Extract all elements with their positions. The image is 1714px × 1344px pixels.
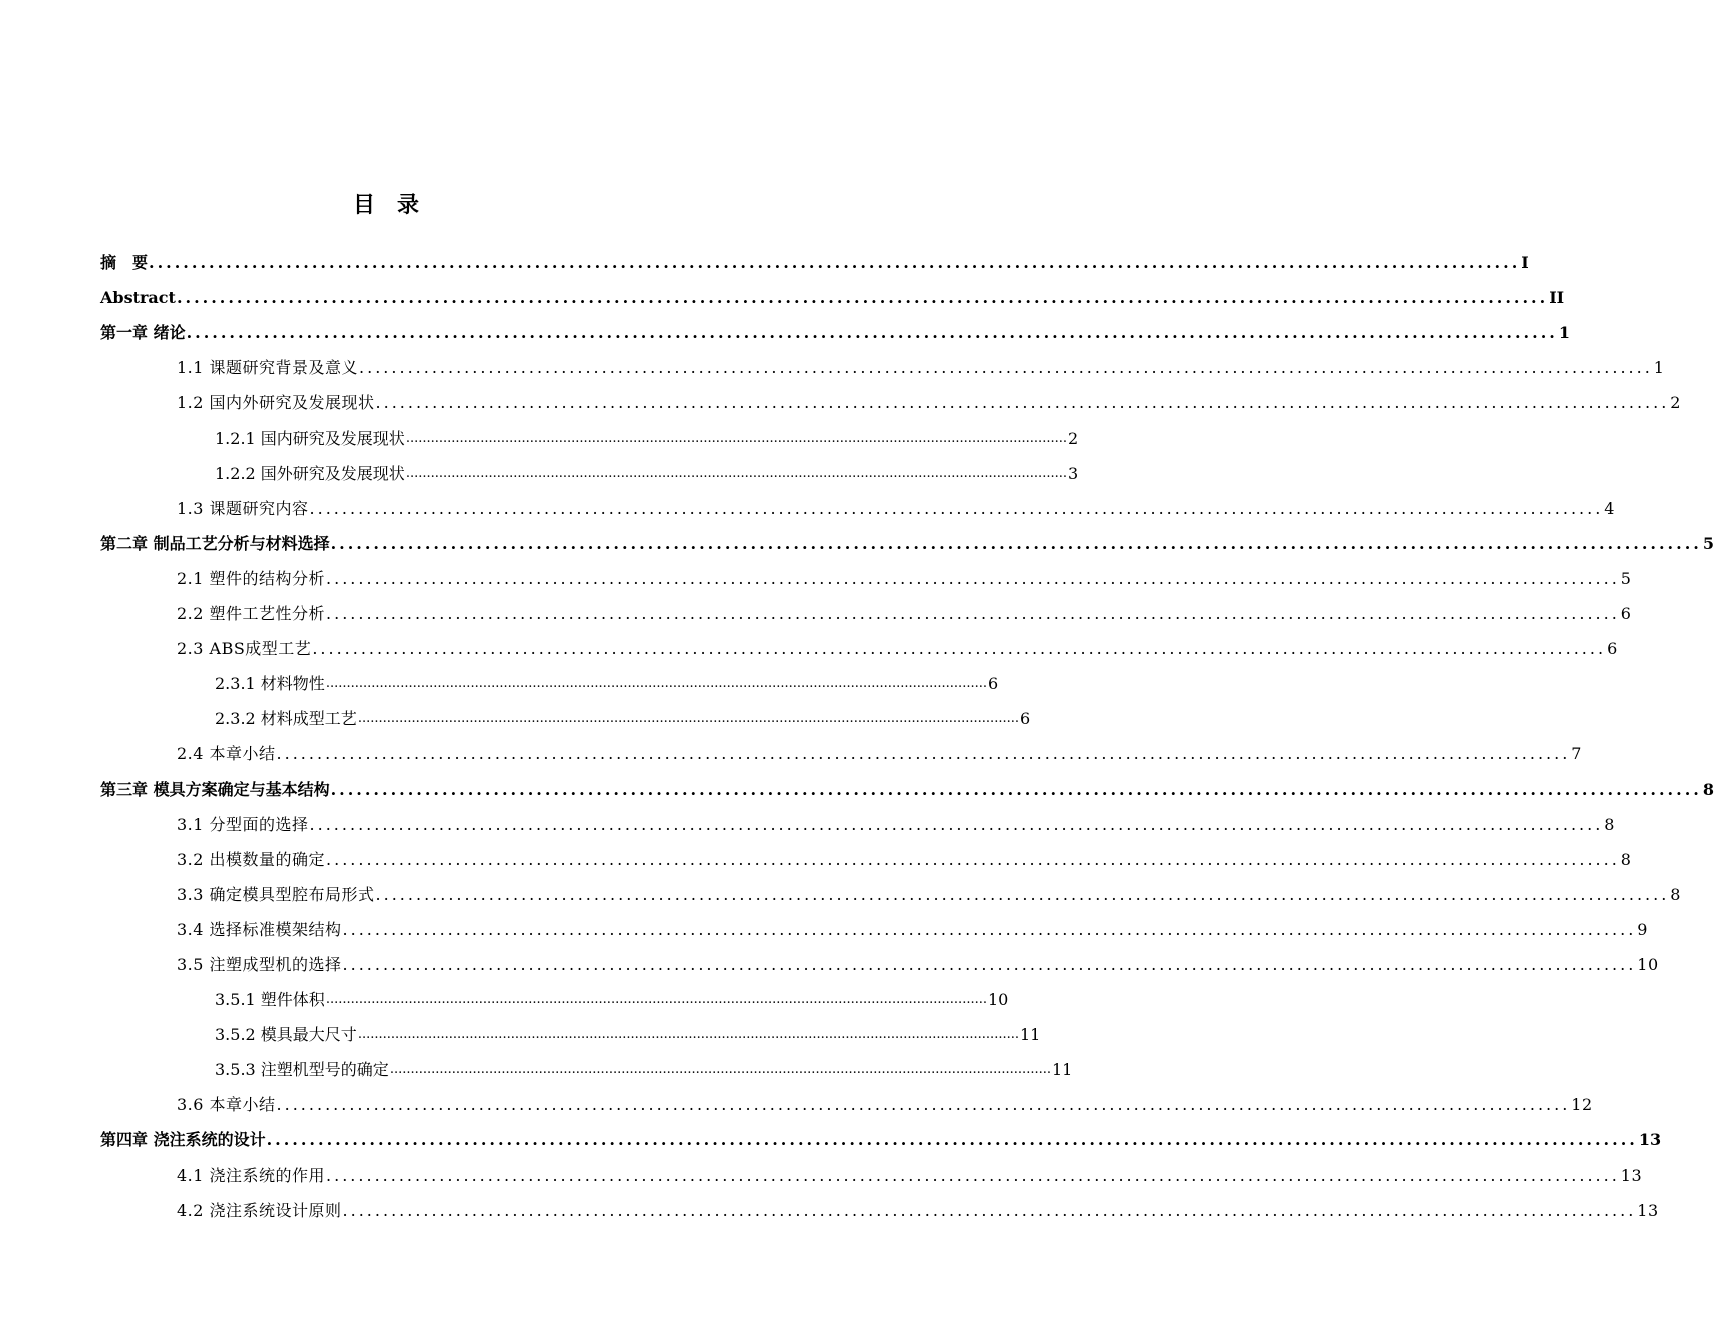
toc-entry-label: 第三章 模具方案确定与基本结构 (100, 779, 330, 799)
toc-entry-label: 3.5.2 模具最大尺寸 (215, 1025, 357, 1045)
toc-dot-leader: ................................................................................................................................................................ (326, 568, 1620, 588)
toc-entry[interactable] (100, 1087, 1593, 1122)
toc-dot-leader: ................................................................................................................................................................ (309, 814, 1604, 834)
toc-entry-label: 2.4 本章小结 (177, 744, 276, 764)
toc-entry[interactable] (100, 736, 1582, 771)
toc-dot-leader: ................................................................................................................................................................ (330, 779, 1702, 799)
toc-entry-label: 2.2 塑件工艺性分析 (177, 604, 326, 624)
toc-page-number: 3 (1067, 463, 1079, 483)
toc-dot-leader: ................................................................................................................................................................ (330, 533, 1702, 553)
toc-dot-leader: ................................................................................................................................................................ (375, 884, 1670, 904)
toc-entry[interactable] (100, 420, 1079, 455)
toc-entry-label: 3.1 分型面的选择 (177, 814, 309, 834)
toc-entry[interactable] (100, 842, 1632, 877)
toc-page-number: 5 (1702, 533, 1714, 553)
toc-entry-label: 1.2 国内外研究及发展现状 (177, 393, 375, 413)
toc-page-number: 10 (987, 990, 1009, 1010)
toc-dot-leader: ................................................................................................................................................................ (276, 1095, 1571, 1115)
toc-entry[interactable] (100, 807, 1615, 842)
toc-entry-label: 2.1 塑件的结构分析 (177, 568, 326, 588)
toc-dot-leader: ................................................................................................................................................................ (357, 711, 1019, 727)
toc-page-number: 13 (1637, 1200, 1659, 1220)
toc-page-number: 11 (1019, 1025, 1041, 1045)
toc-dot-leader: ................................................................................................................................................................ (326, 849, 1620, 869)
toc-entry[interactable] (100, 596, 1632, 631)
toc-dot-leader: ................................................................................................................................................................ (176, 288, 1549, 308)
toc-entry[interactable] (100, 631, 1618, 666)
toc-entry-label: 2.3.2 材料成型工艺 (215, 709, 357, 729)
toc-entry-label: 4.1 浇注系统的作用 (177, 1165, 326, 1185)
toc-dot-leader: ................................................................................................................................................................ (405, 430, 1067, 446)
toc-page-number: 6 (1607, 639, 1618, 659)
toc-page-number: 8 (1620, 849, 1632, 869)
toc-page-number: 1 (1558, 323, 1570, 343)
toc-page-number: 13 (1638, 1130, 1662, 1150)
toc-entry[interactable] (100, 526, 1714, 561)
toc-entry[interactable] (100, 1122, 1662, 1157)
toc-entry[interactable] (100, 771, 1714, 806)
toc-page-number: 9 (1637, 919, 1648, 939)
toc-entry-label: 第二章 制品工艺分析与材料选择 (100, 533, 330, 553)
toc-dot-leader: ................................................................................................................................................................ (389, 1062, 1051, 1078)
toc-dot-leader: ................................................................................................................................................................ (342, 954, 1637, 974)
toc-entry-label: 3.3 确定模具型腔布局形式 (177, 884, 375, 904)
toc-dot-leader: ................................................................................................................................................................ (309, 498, 1604, 518)
toc-entry[interactable] (100, 912, 1648, 947)
toc-entry[interactable] (100, 491, 1615, 526)
toc-dot-leader: ................................................................................................................................................................ (326, 604, 1620, 624)
page-title: 目 录 (352, 192, 419, 218)
toc-entry[interactable] (100, 385, 1681, 420)
toc-dot-leader: ................................................................................................................................................................ (325, 676, 987, 692)
toc-dot-leader: ................................................................................................................................................................ (375, 393, 1670, 413)
toc-page-number: 8 (1604, 814, 1615, 834)
toc-dot-leader: ................................................................................................................................................................ (342, 1200, 1637, 1220)
toc-entry[interactable] (100, 1157, 1643, 1192)
toc-entry[interactable] (100, 245, 1529, 280)
toc-entry[interactable] (100, 1017, 1041, 1052)
toc-entry-label: 摘 要 (100, 253, 149, 273)
toc-entry[interactable] (100, 666, 999, 701)
toc-entry-label: 4.2 浇注系统设计原则 (177, 1200, 342, 1220)
toc-page-number: 6 (1019, 709, 1031, 729)
toc-entry-label: 3.2 出模数量的确定 (177, 849, 326, 869)
toc-entry[interactable] (100, 947, 1659, 982)
toc-page-number: 5 (1620, 568, 1632, 588)
toc-dot-leader: ................................................................................................................................................................ (266, 1130, 1638, 1150)
toc-page-number: 13 (1620, 1165, 1643, 1185)
toc-entry-label: 3.6 本章小结 (177, 1095, 276, 1115)
toc-dot-leader: ................................................................................................................................................................ (186, 323, 1558, 343)
toc-entry-label: 第一章 绪论 (100, 323, 186, 343)
toc-entry-label: 3.5.1 塑件体积 (215, 990, 325, 1010)
toc-page-number: 4 (1604, 498, 1615, 518)
toc-entry[interactable] (100, 315, 1570, 350)
toc-entry[interactable] (100, 1052, 1073, 1087)
toc-page-number: 8 (1702, 779, 1714, 799)
toc-page-number: 6 (987, 674, 999, 694)
toc-dot-leader: ................................................................................................................................................................ (312, 639, 1607, 659)
toc-page-number: 11 (1051, 1060, 1073, 1080)
toc-page-number: 12 (1571, 1095, 1593, 1115)
toc-entry-label: 1.1 课题研究背景及意义 (177, 358, 359, 378)
toc-entry-label: 2.3.1 材料物性 (215, 674, 325, 694)
toc-page-number: 2 (1067, 428, 1079, 448)
toc-entry[interactable] (100, 1193, 1659, 1228)
table-of-contents (100, 245, 1714, 1228)
toc-entry-label: 2.3 ABS成型工艺 (177, 639, 312, 659)
toc-entry-label: 3.5 注塑成型机的选择 (177, 954, 342, 974)
toc-entry-label: 3.5.3 注塑机型号的确定 (215, 1060, 389, 1080)
toc-dot-leader: ................................................................................................................................................................ (276, 744, 1571, 764)
toc-entry-label: Abstract (100, 288, 176, 308)
toc-page-number: I (1521, 253, 1529, 273)
toc-dot-leader: ................................................................................................................................................................ (357, 1027, 1019, 1043)
toc-entry[interactable] (100, 561, 1632, 596)
toc-entry-label: 1.3 课题研究内容 (177, 498, 309, 518)
toc-entry-label: 第四章 浇注系统的设计 (100, 1130, 266, 1150)
toc-entry[interactable] (100, 456, 1079, 491)
toc-entry[interactable] (100, 982, 1009, 1017)
toc-entry[interactable] (100, 877, 1681, 912)
toc-entry-label: 1.2.1 国内研究及发展现状 (215, 428, 405, 448)
toc-page-number: 8 (1670, 884, 1681, 904)
toc-page-number: 1 (1653, 358, 1665, 378)
toc-entry[interactable] (100, 280, 1565, 315)
toc-dot-leader: ................................................................................................................................................................ (405, 465, 1067, 481)
toc-entry[interactable] (100, 350, 1665, 385)
toc-dot-leader: ................................................................................................................................................................ (325, 992, 987, 1008)
toc-entry[interactable] (100, 701, 1031, 736)
toc-page-number: II (1549, 288, 1565, 308)
toc-dot-leader: ................................................................................................................................................................ (326, 1165, 1620, 1185)
toc-dot-leader: ................................................................................................................................................................ (149, 253, 1521, 273)
toc-dot-leader: ................................................................................................................................................................ (359, 358, 1653, 378)
toc-entry-label: 3.4 选择标准模架结构 (177, 919, 342, 939)
toc-page-number: 6 (1620, 604, 1632, 624)
toc-entry-label: 1.2.2 国外研究及发展现状 (215, 463, 405, 483)
toc-dot-leader: ................................................................................................................................................................ (342, 919, 1637, 939)
toc-page-number: 10 (1637, 954, 1659, 974)
toc-page-number: 7 (1571, 744, 1582, 764)
toc-page-number: 2 (1670, 393, 1681, 413)
